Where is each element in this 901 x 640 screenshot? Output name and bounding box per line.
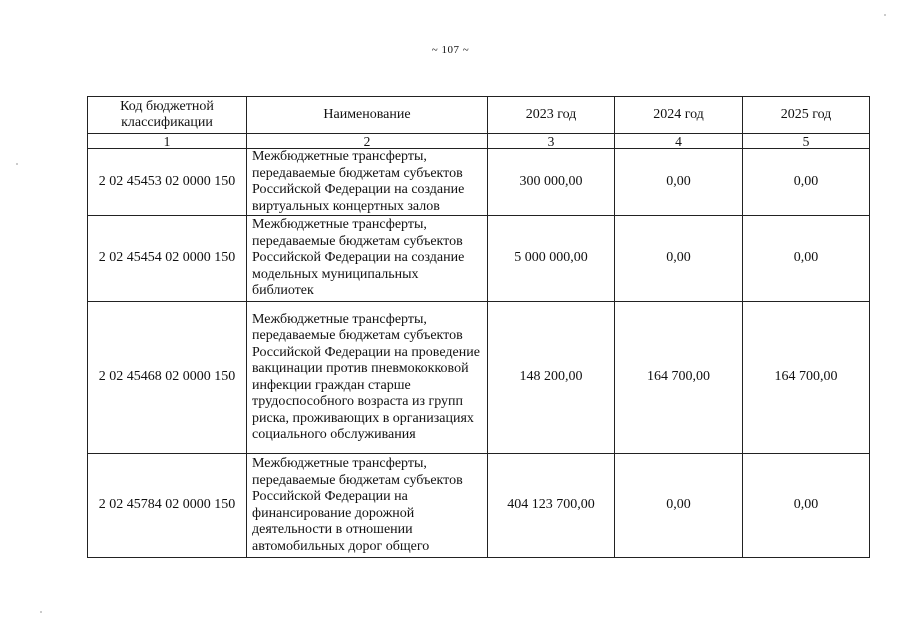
value-2023: 148 200,00 xyxy=(488,302,615,454)
header-code: Код бюджетной классификации xyxy=(88,97,247,134)
value-2024: 164 700,00 xyxy=(615,302,743,454)
value-2023: 5 000 000,00 xyxy=(488,216,615,302)
item-name: Межбюджетные трансферты, передаваемые бюджетам субъектов Российской Федерации на создание модельных муниципальных библиотек xyxy=(247,216,488,302)
column-number-row xyxy=(88,134,870,149)
item-name: Межбюджетные трансферты, передаваемые бюджетам субъектов Российской Федерации на финансирование дорожной деятельности в отношении автомобильных дорог общего xyxy=(247,454,488,558)
table-row xyxy=(88,149,870,216)
column-number: 2 xyxy=(247,134,488,149)
column-number: 4 xyxy=(615,134,743,149)
scan-speck xyxy=(884,14,886,16)
value-2023: 404 123 700,00 xyxy=(488,454,615,558)
budget-code: 2 02 45468 02 0000 150 xyxy=(88,302,247,454)
value-2025: 0,00 xyxy=(743,216,870,302)
scan-speck xyxy=(40,611,42,613)
value-2023: 300 000,00 xyxy=(488,149,615,216)
header-2025: 2025 год xyxy=(743,97,870,134)
column-number: 3 xyxy=(488,134,615,149)
header-name: Наименование xyxy=(247,97,488,134)
value-2024: 0,00 xyxy=(615,149,743,216)
table-row xyxy=(88,302,870,454)
value-2025: 164 700,00 xyxy=(743,302,870,454)
budget-table xyxy=(87,96,870,558)
header-2024: 2024 год xyxy=(615,97,743,134)
value-2025: 0,00 xyxy=(743,454,870,558)
table-row xyxy=(88,454,870,558)
table-row xyxy=(88,216,870,302)
value-2024: 0,00 xyxy=(615,454,743,558)
budget-code: 2 02 45453 02 0000 150 xyxy=(88,149,247,216)
budget-code: 2 02 45784 02 0000 150 xyxy=(88,454,247,558)
header-row xyxy=(88,97,870,134)
item-name: Межбюджетные трансферты, передаваемые бюджетам субъектов Российской Федерации на создание виртуальных концертных залов xyxy=(247,149,488,216)
page-number: ~ 107 ~ xyxy=(431,44,470,56)
item-name: Межбюджетные трансферты, передаваемые бюджетам субъектов Российской Федерации на проведение вакцинации против пневмококковой инфекции граждан старше трудоспособного возраста из групп риска, проживающих в организациях социального обслуживания xyxy=(247,302,488,454)
column-number: 5 xyxy=(743,134,870,149)
value-2025: 0,00 xyxy=(743,149,870,216)
scan-speck xyxy=(16,163,18,165)
header-2023: 2023 год xyxy=(488,97,615,134)
column-number: 1 xyxy=(88,134,247,149)
budget-code: 2 02 45454 02 0000 150 xyxy=(88,216,247,302)
value-2024: 0,00 xyxy=(615,216,743,302)
